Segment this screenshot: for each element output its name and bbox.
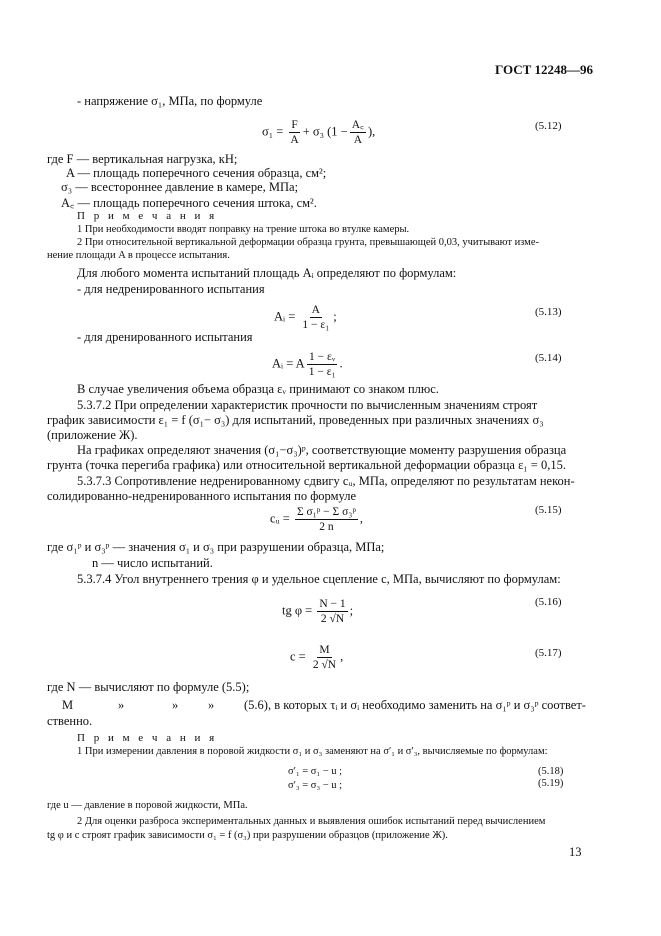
fraction (317, 597, 347, 626)
frac-num: A (311, 304, 320, 316)
eq-lhs: c = (290, 649, 309, 664)
equation-number: (5.18) (538, 766, 564, 777)
frac-num: A꜀ (351, 119, 364, 131)
text-line: A — площадь поперечного сечения образца, см²; (66, 166, 327, 180)
text-line: - напряжение σ₁, МПа, по формуле (77, 94, 263, 108)
frac-num: 1 − εᵥ (309, 351, 336, 363)
document-header: ГОСТ 12248—96 (495, 62, 594, 77)
frac-num: N − 1 (319, 598, 346, 610)
equation-number: (5.15) (535, 504, 562, 516)
text-line: солидированно-недренированного испытания по формуле (47, 489, 357, 503)
text-line: A꜀ — площадь поперечного сечения штока, см². (61, 196, 317, 210)
text-line: грунта (точка перегиба графика) или относительной вертикальной деформации образца ε₁ = 0,15. (47, 458, 566, 472)
note-line: нение площади A в процессе испытания. (47, 250, 230, 261)
text-line: На графиках определяют значения (σ₁−σ₃)ᵖ, соответствующие моменту разрушения образца (77, 443, 567, 457)
frac-den: 2 √N (312, 659, 337, 671)
eq-end: ; (333, 309, 337, 324)
equation-5-12 (262, 118, 375, 147)
equation-5-17 (290, 643, 343, 672)
frac-num: F (291, 119, 298, 131)
text-line: 5.3.7.3 Сопротивление недренированному сдвигу cᵤ, МПа, определяют по результатам некон- (77, 474, 575, 488)
text-line: где σ₁ᵖ и σ₃ᵖ — значения σ₁ и σ₃ при разрушении образца, МПа; (47, 540, 385, 554)
text-line: В случае увеличения объема образца εᵥ принимают со знаком плюс. (77, 382, 439, 396)
notes-title: П р и м е ч а н и я (77, 210, 218, 222)
note-line: где u — давление в поровой жидкости, МПа. (47, 800, 248, 811)
equation-number: (5.19) (538, 778, 564, 789)
frac-den: 1 − ε₁ (302, 319, 330, 331)
eq-mid: + σ₃ (1 − (302, 124, 348, 139)
note-line: 1 При необходимости вводят поправку на трение штока во втулке камеры. (77, 224, 410, 235)
equation-5-19: σ′₃ = σ₃ − u ; (288, 780, 343, 791)
text-line: n — число испытаний. (92, 556, 213, 570)
eq-end: , (340, 649, 344, 664)
text-line-M: M (62, 698, 74, 712)
eq-end: ), (368, 124, 376, 139)
note-line: 1 При измерении давления в поровой жидкости σ₁ и σ₃ заменяют на σ′₁ и σ′₃, вычисляемые по формулам: (77, 746, 548, 757)
equation-5-15 (270, 505, 363, 534)
text-line: σ₃ — всестороннее давление в камере, МПа; (61, 180, 299, 194)
text-line: где F — вертикальная нагрузка, кН; (47, 152, 238, 166)
fraction (350, 118, 366, 147)
ditto-mark: » (172, 698, 179, 712)
equation-number: (5.12) (535, 120, 562, 132)
text-line: ственно. (47, 714, 93, 728)
eq-end: , (359, 511, 364, 526)
equation-number: (5.13) (535, 306, 562, 318)
fraction (307, 350, 338, 379)
text-line: - для дренированного испытания (77, 330, 253, 344)
equation-5-18: σ′₁ = σ₁ − u ; (288, 766, 343, 777)
fraction (288, 118, 300, 147)
fraction (300, 303, 331, 332)
text-line: 5.3.7.2 При определении характеристик прочности по вычисленным значениям строят (77, 398, 538, 412)
text-line: (приложение Ж). (47, 428, 138, 442)
equation-number: (5.16) (535, 596, 562, 608)
eq-end: . (339, 356, 343, 371)
frac-den: A (353, 134, 362, 146)
note-line: 2 При относительной вертикальной деформации образца грунта, превышающей 0,03, учитывают изме- (77, 237, 539, 248)
equation-5-16 (282, 597, 353, 626)
ditto-mark: » (208, 698, 215, 712)
text-line: где N — вычисляют по формуле (5.5); (47, 680, 250, 694)
frac-den: 1 − ε₁ (308, 366, 336, 378)
fraction (311, 643, 338, 672)
equation-number: (5.17) (535, 647, 562, 659)
notes-title: П р и м е ч а н и я (77, 732, 218, 744)
eq-lhs: Aᵢ = (274, 309, 299, 324)
note-line: tg φ и c строят график зависимости σ₁ = f (σ₃) при разрушении образцов (приложение Ж). (47, 830, 448, 841)
equation-5-14 (272, 350, 343, 379)
eq-lhs: σ₁ = (262, 124, 287, 139)
frac-num: M (319, 644, 330, 656)
text-line: (5.6), в которых τᵢ и σᵢ необходимо заменить на σ₁ᵖ и σ₃ᵖ соответ- (244, 698, 586, 712)
equation-5-13 (274, 303, 337, 332)
frac-den: 2 n (319, 521, 334, 533)
text-line: график зависимости ε₁ = f (σ₁− σ₃) для испытаний, проведенных при различных значениях σ₃ (47, 413, 544, 427)
eq-end: ; (349, 603, 354, 618)
eq-lhs: tg φ = (282, 603, 316, 618)
page-number: 13 (569, 845, 582, 859)
note-line: 2 Для оценки разброса экспериментальных данных и выявления ошибок испытаний перед вычислением (77, 816, 546, 827)
ditto-mark: » (118, 698, 125, 712)
text-line: Для любого момента испытаний площадь Aᵢ определяют по формулам: (77, 266, 457, 280)
text-line: 5.3.7.4 Угол внутреннего трения φ и удельное сцепление c, МПа, вычисляют по формулам: (77, 572, 561, 586)
frac-den: 2 √N (320, 613, 345, 625)
equation-number: (5.14) (535, 352, 562, 364)
text-line: - для недренированного испытания (77, 282, 265, 296)
frac-num: Σ σ₁ᵖ − Σ σ₃ᵖ (296, 506, 356, 518)
fraction (295, 505, 358, 534)
eq-lhs: cᵤ = (270, 511, 293, 526)
frac-den: A (290, 134, 299, 146)
eq-lhs: Aᵢ = A (272, 356, 305, 371)
